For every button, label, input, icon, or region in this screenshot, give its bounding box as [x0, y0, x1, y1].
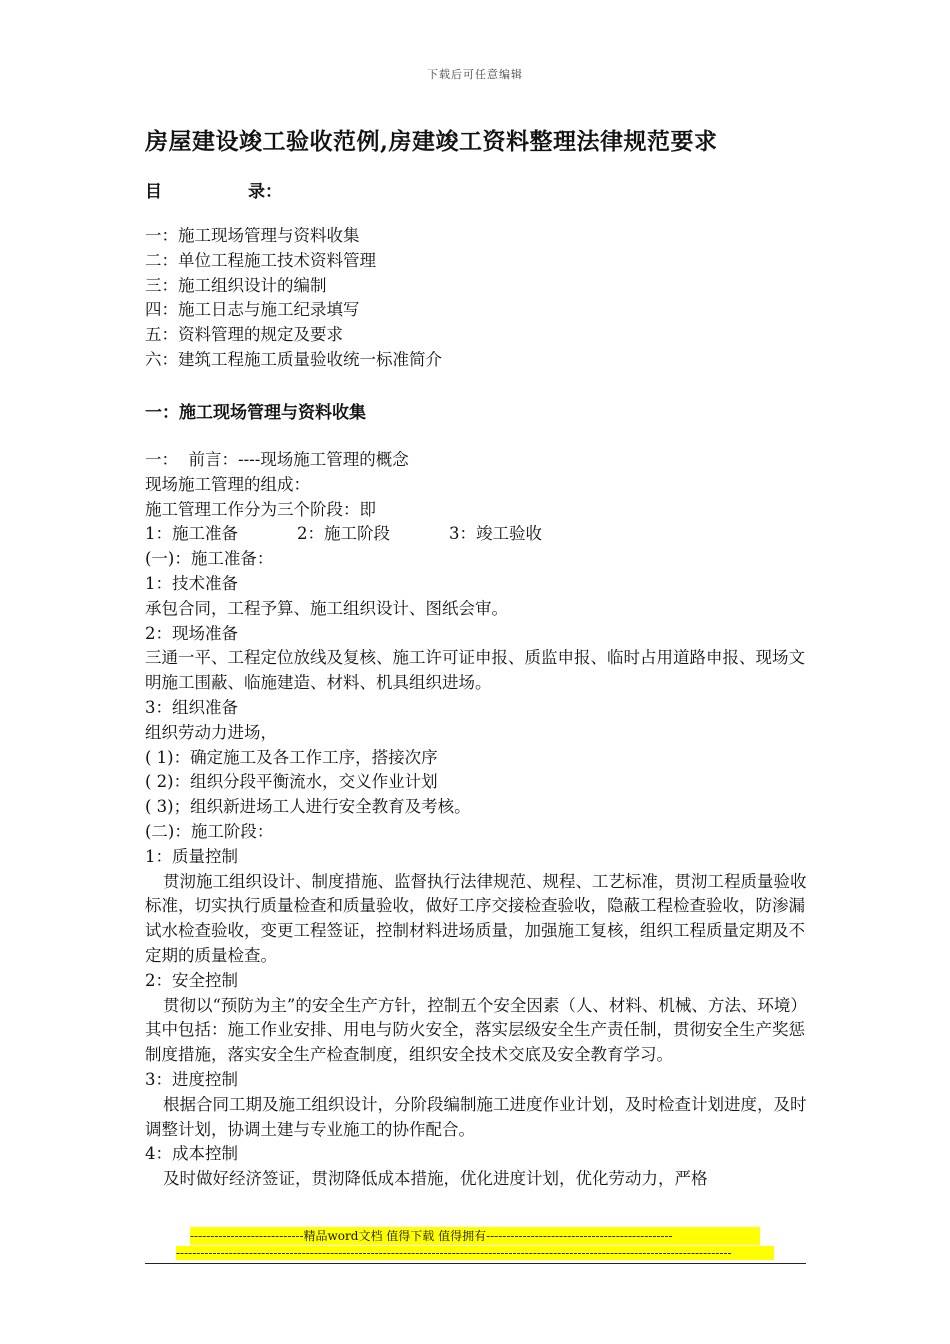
toc-item: 四：施工日志与施工纪录填写	[145, 300, 360, 320]
toc-item: 六：建筑工程施工质量验收统一标准简介	[145, 349, 442, 369]
safety-heading: 2：安全控制	[145, 970, 238, 990]
org-prep-heading: 3：组织准备	[145, 697, 238, 717]
tech-prep-heading: 1：技术准备	[145, 573, 238, 593]
toc-item: 三：施工组织设计的编制	[145, 275, 327, 295]
phase-3: 3：竣工验收	[449, 524, 542, 544]
progress-desc: 根据合同工期及施工组织设计，分阶段编制施工进度作业计划，及时检查计划进度，及时调整计划，协调土建与专业施工的协作配合。	[145, 1094, 807, 1139]
construction-heading: (二)：施工阶段：	[145, 821, 274, 841]
org-item: ( 1)：确定施工及各工作工序，搭接次序	[145, 747, 438, 767]
org-item: ( 3)；组织新进场工人进行安全教育及考核。	[145, 797, 471, 817]
phases-row	[145, 522, 810, 547]
toc-heading-left: 目	[145, 182, 162, 202]
cost-heading: 4：成本控制	[145, 1144, 238, 1164]
tech-prep-desc: 承包合同，工程予算、施工组织设计、图纸会审。	[145, 598, 508, 618]
document-title: 房屋建设竣工验收范例,房建竣工资料整理法律规范要求	[145, 128, 718, 155]
prep-heading: (一)：施工准备：	[145, 549, 274, 569]
footer-banner: ----------------------------精品word文档 值得下载 值得拥有----------------------------------------------	[190, 1227, 760, 1245]
toc-heading	[145, 177, 282, 202]
phase-1: 1：施工准备	[145, 524, 238, 544]
quality-desc: 贯沏施工组织设计、制度措施、监督执行法律规范、规程、工艺标准，贯沏工程质量验收标准，切实执行质量检查和质量验收，做好工序交接检查验收，隐蔽工程检查验收，防渗漏试水检查验收，变更工程签证，控制材料进场质量，加强施工复核，组织工程质量定期及不定期的质量检查。	[145, 871, 807, 965]
cost-desc: 及时做好经济签证，贯沏降低成本措施，优化进度计划，优化劳动力，严格	[163, 1169, 708, 1189]
toc-item: 一：施工现场管理与资料收集	[145, 226, 360, 245]
composition-line: 现场施工管理的组成：	[145, 474, 310, 494]
toc-heading-right: 录：	[248, 182, 282, 202]
phase-2: 2：施工阶段	[297, 524, 390, 544]
quality-heading: 1：质量控制	[145, 846, 238, 866]
phases-intro: 施工管理工作分为三个阶段：即	[145, 499, 376, 519]
progress-heading: 3：进度控制	[145, 1069, 238, 1089]
toc-item: 五：资料管理的规定及要求	[145, 325, 343, 345]
footer-dashes: -----------------------------------------------------------------------------------------------------------------------------------------	[176, 1246, 774, 1260]
org-prep-desc: 组织劳动力进场，	[145, 722, 277, 742]
site-prep-heading: 2：现场准备	[145, 623, 238, 643]
org-item: ( 2)：组织分段平衡流水，交义作业计划	[145, 772, 438, 792]
toc-item: 二：单位工程施工技术资料管理	[145, 250, 376, 270]
section-body	[145, 448, 810, 1192]
toc-list	[145, 224, 810, 373]
header-note: 下载后可任意编辑	[427, 68, 523, 81]
safety-desc: 贯彻以“预防为主”的安全生产方针，控制五个安全因素（人、材料、机械、方法、环境）其中包括：施工作业安排、用电与防火安全，落实层级安全生产责任制，贯彻安全生产奖惩制度措施，落实安全生产检查制度，组织安全技术交底及安全教育学习。	[145, 995, 807, 1065]
site-prep-desc: 三通一平、工程定位放线及复核、施工许可证申报、质监申报、临时占用道路申报、现场文明施工围蔽、临施建造、材料、机具组织进场。	[145, 648, 805, 693]
footer-rule	[145, 1263, 806, 1264]
preface-line: 一： 前言：----现场施工管理的概念	[145, 450, 409, 469]
section-heading: 一：施工现场管理与资料收集	[145, 403, 366, 423]
